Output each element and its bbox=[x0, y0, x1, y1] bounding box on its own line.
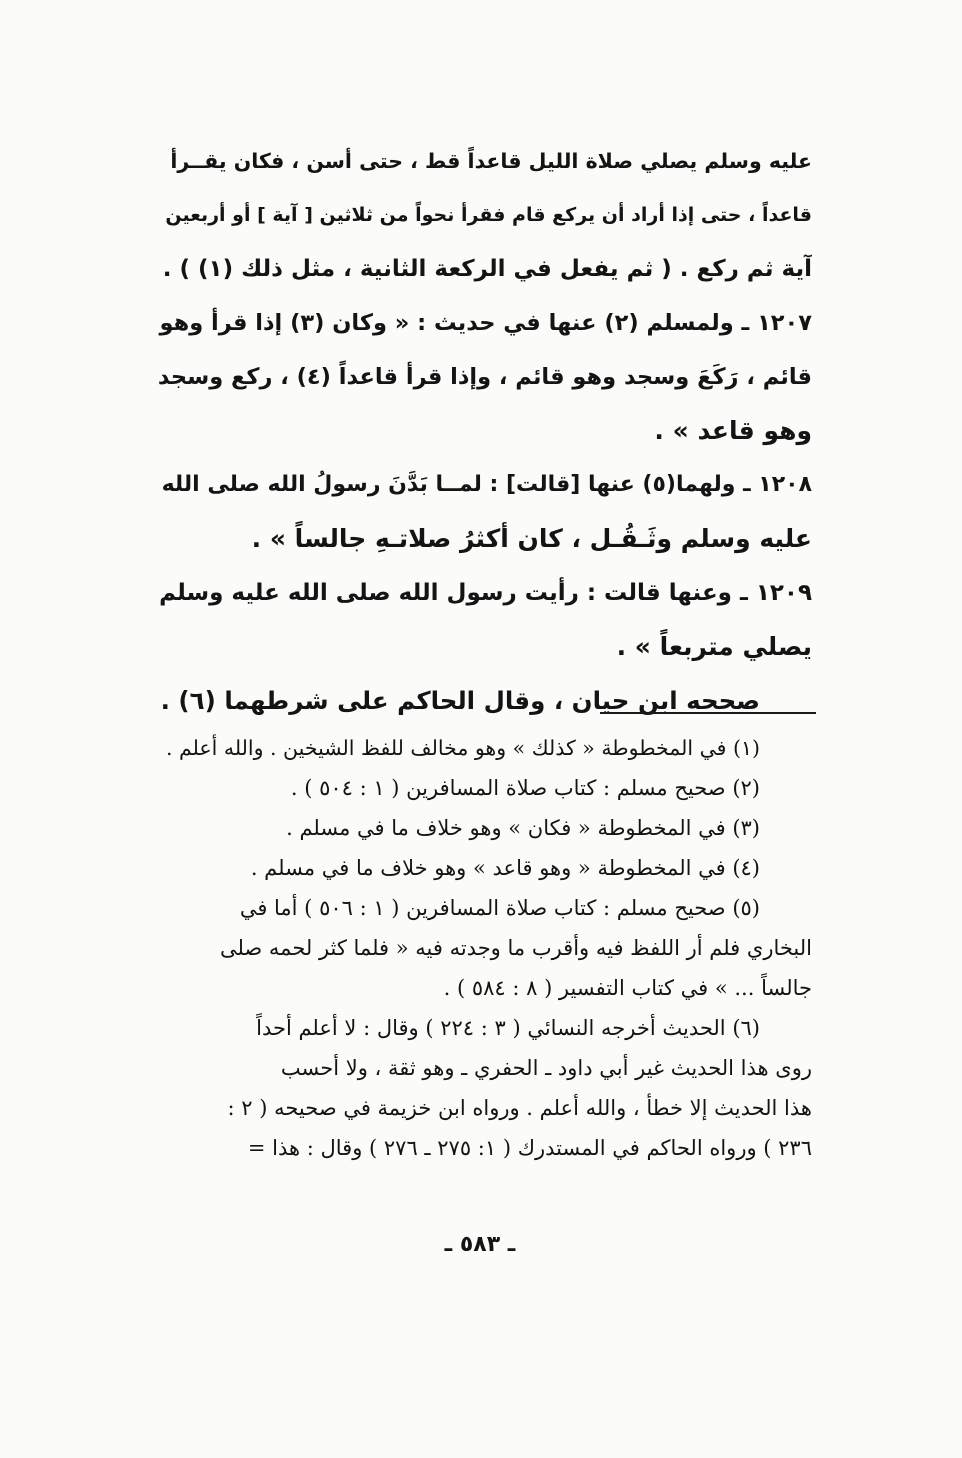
hadith-1209-line: يصلي متربعاً » . bbox=[616, 632, 812, 661]
footnotes bbox=[158, 728, 812, 1168]
footnote-5-line: البخاري فلم أر اللفظ فيه وأقرب ما وجدته فيه « فلما كثر لحمه صلى bbox=[219, 936, 812, 960]
hadith-1208-line: عليه وسلم وثَـقُـل ، كان أكثرُ صلاتـهِ جالساً » . bbox=[251, 524, 812, 553]
footnote-5-line: (٥) صحيح مسلم : كتاب صلاة المسافرين ( ١ : ٥٠٦ ) أما في bbox=[239, 896, 760, 920]
hadith-1207-line: قائم ، رَكَعَ وسجد وهو قائم ، وإذا قرأ قاعداً (٤) ، ركع وسجد bbox=[158, 364, 812, 390]
footnote-separator bbox=[600, 712, 816, 714]
text-line: قاعداً ، حتى إذا أراد أن يركع قام فقرأ نحواً من ثلاثين [ آية ] أو أربعين bbox=[165, 204, 812, 226]
footnote-1: (١) في المخطوطة « كذلك » وهو مخالف للفظ الشيخين . والله أعلم . bbox=[165, 736, 760, 760]
footnote-6-line: هذا الحديث إلا خطأ ، والله أعلم . ورواه ابن خزيمة في صحيحه ( ٢ : bbox=[227, 1096, 812, 1120]
footnote-6-line: روى هذا الحديث غير أبي داود ـ الحفري ـ وهو ثقة ، ولا أحسب bbox=[280, 1056, 812, 1080]
hadith-1208-line: ١٢٠٨ ـ ولهما(٥) عنها [قالت] : لمــا بَدَّنَ رسولُ الله صلى الله bbox=[161, 472, 812, 497]
footnote-5-line: جالساً ... » في كتاب التفسير ( ٨ : ٥٨٤ ) . bbox=[443, 976, 812, 1000]
text-line: عليه وسلم يصلي صلاة الليل قاعداً قط ، حتى أسن ، فكان يقــرأ bbox=[170, 149, 812, 173]
footnote-3: (٣) في المخطوطة « فكان » وهو خلاف ما في مسلم . bbox=[286, 816, 760, 840]
footnote-4: (٤) في المخطوطة « وهو قاعد » وهو خلاف ما في مسلم . bbox=[250, 856, 760, 880]
footnote-2: (٢) صحيح مسلم : كتاب صلاة المسافرين ( ١ : ٥٠٤ ) . bbox=[290, 776, 760, 800]
grading-line: صححه ابن حيان ، وقال الحاكم على شرطهما (٦) . bbox=[160, 686, 760, 715]
hadith-1207-line: ١٢٠٧ ـ ولمسلم (٢) عنها في حديث : « وكان (٣) إذا قرأ وهو bbox=[159, 310, 812, 336]
main-text bbox=[158, 134, 812, 728]
hadith-1207-line: وهو قاعد » . bbox=[654, 416, 812, 445]
footnote-6-line: (٦) الحديث أخرجه النسائي ( ٣ : ٢٢٤ ) وقال : لا أعلم أحداً bbox=[256, 1016, 760, 1040]
footnote-6-line: ٢٣٦ ) ورواه الحاكم في المستدرك ( ١: ٢٧٥ ـ ٢٧٦ ) وقال : هذا = bbox=[247, 1136, 812, 1160]
page-number: ـ ٥٨٣ ـ bbox=[444, 1232, 516, 1257]
hadith-1209-line: ١٢٠٩ ـ وعنها قالت : رأيت رسول الله صلى الله عليه وسلم bbox=[159, 580, 812, 606]
text-line: آية ثم ركع . ( ثم يفعل في الركعة الثانية ، مثل ذلك (١) ) . bbox=[162, 256, 812, 282]
